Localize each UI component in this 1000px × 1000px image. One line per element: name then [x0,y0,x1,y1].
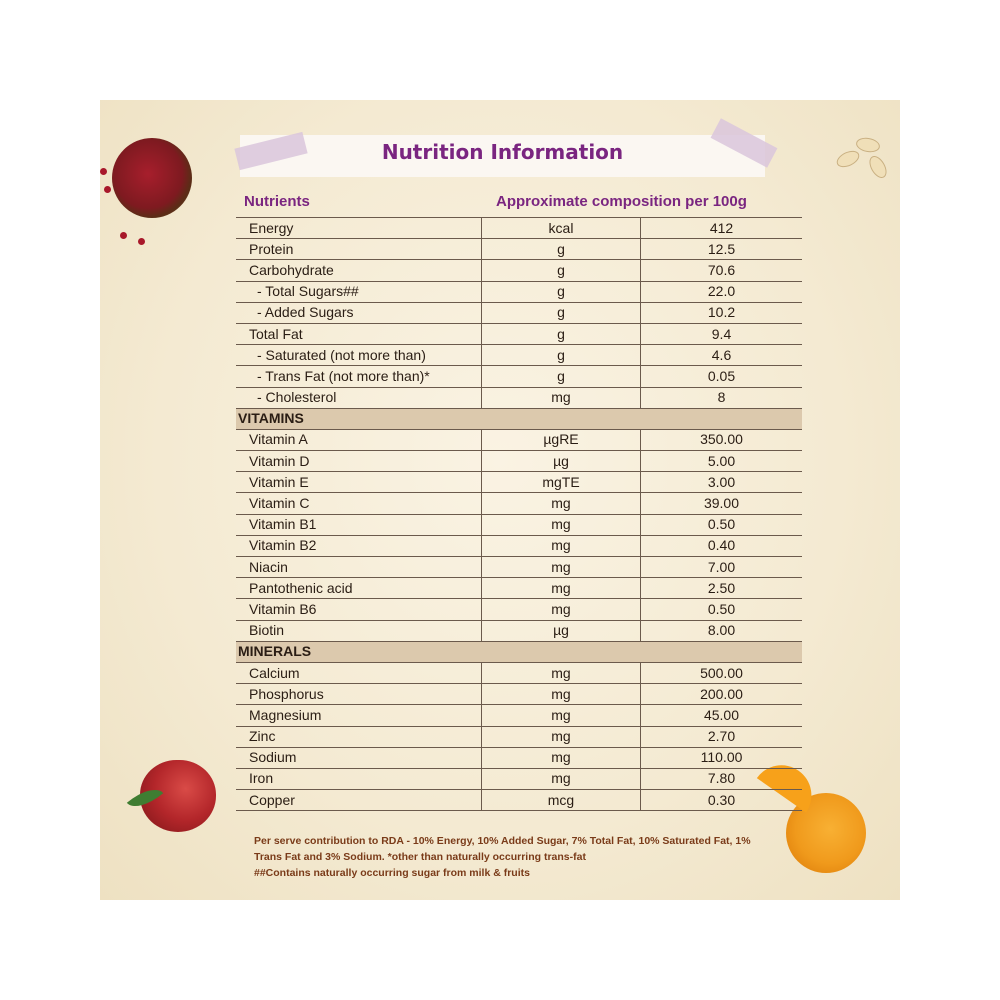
nutrient-name: Niacin [236,557,482,578]
nutrient-unit: g [482,323,641,344]
nutrient-unit: mg [482,599,641,620]
table-row [236,366,802,387]
table-row [236,260,802,281]
nutrient-unit: kcal [482,218,641,239]
nutrient-name: - Added Sugars [236,302,482,323]
nutrient-value: 2.50 [641,578,803,599]
nutrient-value: 0.50 [641,514,803,535]
nutrient-name: Sodium [236,747,482,768]
table-row [236,557,802,578]
nutrient-name: - Trans Fat (not more than)* [236,366,482,387]
footnotes [254,833,774,881]
table-row [236,662,802,683]
nutrient-value: 10.2 [641,302,803,323]
nutrient-name: Energy [236,218,482,239]
nutrient-name: Vitamin C [236,493,482,514]
section-header [236,641,802,662]
footnote-rda: Per serve contribution to RDA - 10% Energy, 10% Added Sugar, 7% Total Fat, 10% Saturated Fat, 1% Trans Fat and 3% Sodium. *other than naturally occurring trans-fat [254,835,751,863]
nutrient-unit: mg [482,705,641,726]
table-row [236,302,802,323]
nutrient-unit: mg [482,684,641,705]
nutrient-unit: g [482,345,641,366]
nutrient-value: 0.05 [641,366,803,387]
nutrient-value: 5.00 [641,451,803,472]
nutrient-unit: mg [482,387,641,408]
column-header-nutrients: Nutrients [244,193,310,210]
page-title: Nutrition Information [381,140,624,164]
table-row [236,472,802,493]
table-row [236,578,802,599]
nutrient-name: Phosphorus [236,684,482,705]
nutrient-value: 4.6 [641,345,803,366]
nutrient-unit: mg [482,747,641,768]
section-header [236,408,802,429]
table-row [236,218,802,239]
table-row [236,514,802,535]
nutrient-unit: mg [482,514,641,535]
table-row [236,493,802,514]
nutrient-value: 45.00 [641,705,803,726]
nutrient-unit: µgRE [482,429,641,450]
nutrient-name: Pantothenic acid [236,578,482,599]
nutrient-value: 350.00 [641,429,803,450]
nutrient-name: Iron [236,768,482,789]
nutrient-unit: mg [482,557,641,578]
nutrient-value: 7.00 [641,557,803,578]
nutrient-name: Copper [236,790,482,811]
nutrient-name: - Saturated (not more than) [236,345,482,366]
pomegranate-seed-icon [138,238,145,245]
nutrient-value: 0.50 [641,599,803,620]
table-row [236,429,802,450]
nutrient-name: Zinc [236,726,482,747]
nutrient-unit: µg [482,451,641,472]
nutrient-value: 200.00 [641,684,803,705]
table-row [236,239,802,260]
nutrient-name: Vitamin D [236,451,482,472]
table-row [236,323,802,344]
nutrient-name: Vitamin B1 [236,514,482,535]
nutrient-value: 9.4 [641,323,803,344]
nutrient-value: 0.30 [641,790,803,811]
nutrient-unit: mg [482,493,641,514]
table-row [236,747,802,768]
nutrient-value: 8.00 [641,620,803,641]
column-header-composition: Approximate composition per 100g [496,193,747,210]
pomegranate-icon [112,138,192,218]
section-label: MINERALS [236,641,802,662]
nutrient-value: 0.40 [641,535,803,556]
nutrient-value: 412 [641,218,803,239]
nutrient-unit: µg [482,620,641,641]
nutrient-value: 500.00 [641,662,803,683]
table-row [236,345,802,366]
table-row [236,599,802,620]
nutrient-unit: g [482,302,641,323]
nutrient-unit: mg [482,768,641,789]
nutrient-name: Magnesium [236,705,482,726]
table-row [236,387,802,408]
nutrient-unit: g [482,366,641,387]
nutrient-name: Carbohydrate [236,260,482,281]
nutrient-name: Calcium [236,662,482,683]
nutrient-value: 3.00 [641,472,803,493]
nutrient-value: 2.70 [641,726,803,747]
nutrient-name: Vitamin A [236,429,482,450]
nutrient-unit: g [482,239,641,260]
nutrient-unit: mg [482,662,641,683]
nutrient-value: 8 [641,387,803,408]
table-row [236,281,802,302]
nutrient-name: Vitamin E [236,472,482,493]
nutrient-unit: mg [482,726,641,747]
pomegranate-seed-icon [104,186,111,193]
table-row [236,790,802,811]
nutrient-name: Total Fat [236,323,482,344]
nutrient-unit: mgTE [482,472,641,493]
nutrient-value: 39.00 [641,493,803,514]
nutrient-name: Protein [236,239,482,260]
table-row [236,726,802,747]
footnote-sugars: ##Contains naturally occurring sugar from milk & fruits [254,867,530,879]
nutrient-value: 70.6 [641,260,803,281]
nutrient-name: Biotin [236,620,482,641]
table-row [236,684,802,705]
nutrient-value: 12.5 [641,239,803,260]
section-label: VITAMINS [236,408,802,429]
table-row [236,451,802,472]
table-row [236,705,802,726]
nutrient-value: 7.80 [641,768,803,789]
nutrient-value: 22.0 [641,281,803,302]
nutrient-name: - Total Sugars## [236,281,482,302]
pomegranate-seed-icon [100,168,107,175]
nutrient-unit: g [482,260,641,281]
table-row [236,620,802,641]
nutrient-unit: mg [482,535,641,556]
pomegranate-seed-icon [120,232,127,239]
nutrient-name: Vitamin B2 [236,535,482,556]
table-row [236,768,802,789]
nutrient-unit: mg [482,578,641,599]
nutrition-table [236,217,802,811]
nutrient-name: - Cholesterol [236,387,482,408]
nutrient-unit: g [482,281,641,302]
nutrient-value: 110.00 [641,747,803,768]
nutrient-name: Vitamin B6 [236,599,482,620]
nutrient-unit: mcg [482,790,641,811]
table-row [236,535,802,556]
